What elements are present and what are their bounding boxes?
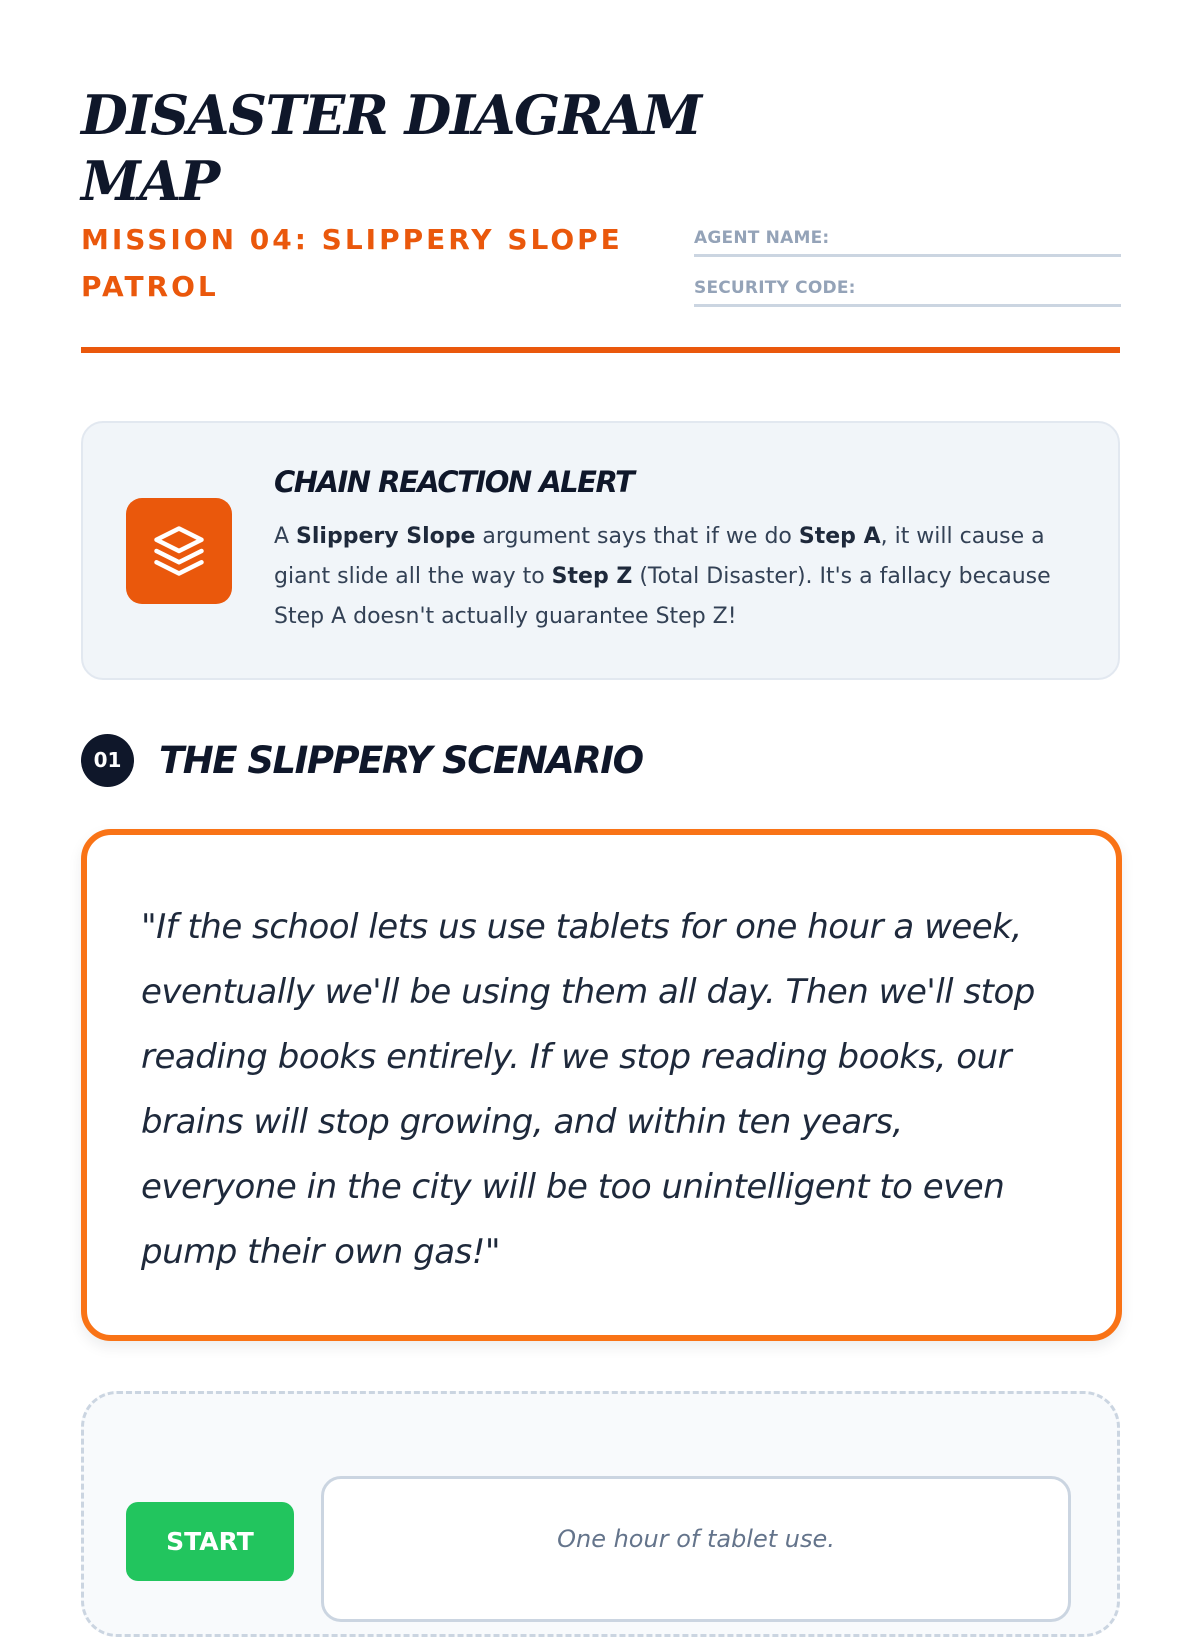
agent-name-label: AGENT NAME: <box>694 228 830 248</box>
section-number-badge: 01 <box>81 734 134 787</box>
chain-reaction-alert <box>81 421 1120 680</box>
mission-subtitle: MISSION 04: SLIPPERY SLOPE PATROL <box>81 223 623 303</box>
header-divider <box>81 347 1120 353</box>
alert-title: CHAIN REACTION ALERT <box>274 465 634 499</box>
layers-icon <box>126 498 232 604</box>
chain-map <box>81 1391 1120 1637</box>
scenario-quote: "If the school lets us use tablets for one hour a week, eventually we'll be using them all day. Then we'll stop reading books entirely. If we stop reading books, our brains will stop growing, and within ten years, everyone in the city will be too unintelligent to even pump their own gas!" <box>141 907 1035 1272</box>
start-badge: START <box>126 1502 294 1581</box>
section-title: THE SLIPPERY SCENARIO <box>159 738 643 782</box>
section-heading <box>81 733 643 787</box>
security-code-field[interactable] <box>694 272 1121 307</box>
first-step-box[interactable] <box>321 1476 1071 1622</box>
alert-description: A Slippery Slope argument says that if we do Step A, it will cause a giant slide all the way to Step Z (Total Disaster). It's a fallacy because Step A doesn't actually guarantee Step Z! <box>274 524 1051 629</box>
page-title: DISASTER DIAGRAM MAP <box>81 83 701 213</box>
scenario-quote-card <box>81 829 1122 1341</box>
first-step-text: One hour of tablet use. <box>557 1525 835 1553</box>
agent-name-field[interactable] <box>694 222 1121 257</box>
worksheet-page <box>81 0 1120 1556</box>
worksheet-header <box>81 0 1120 354</box>
security-code-label: SECURITY CODE: <box>694 278 856 298</box>
